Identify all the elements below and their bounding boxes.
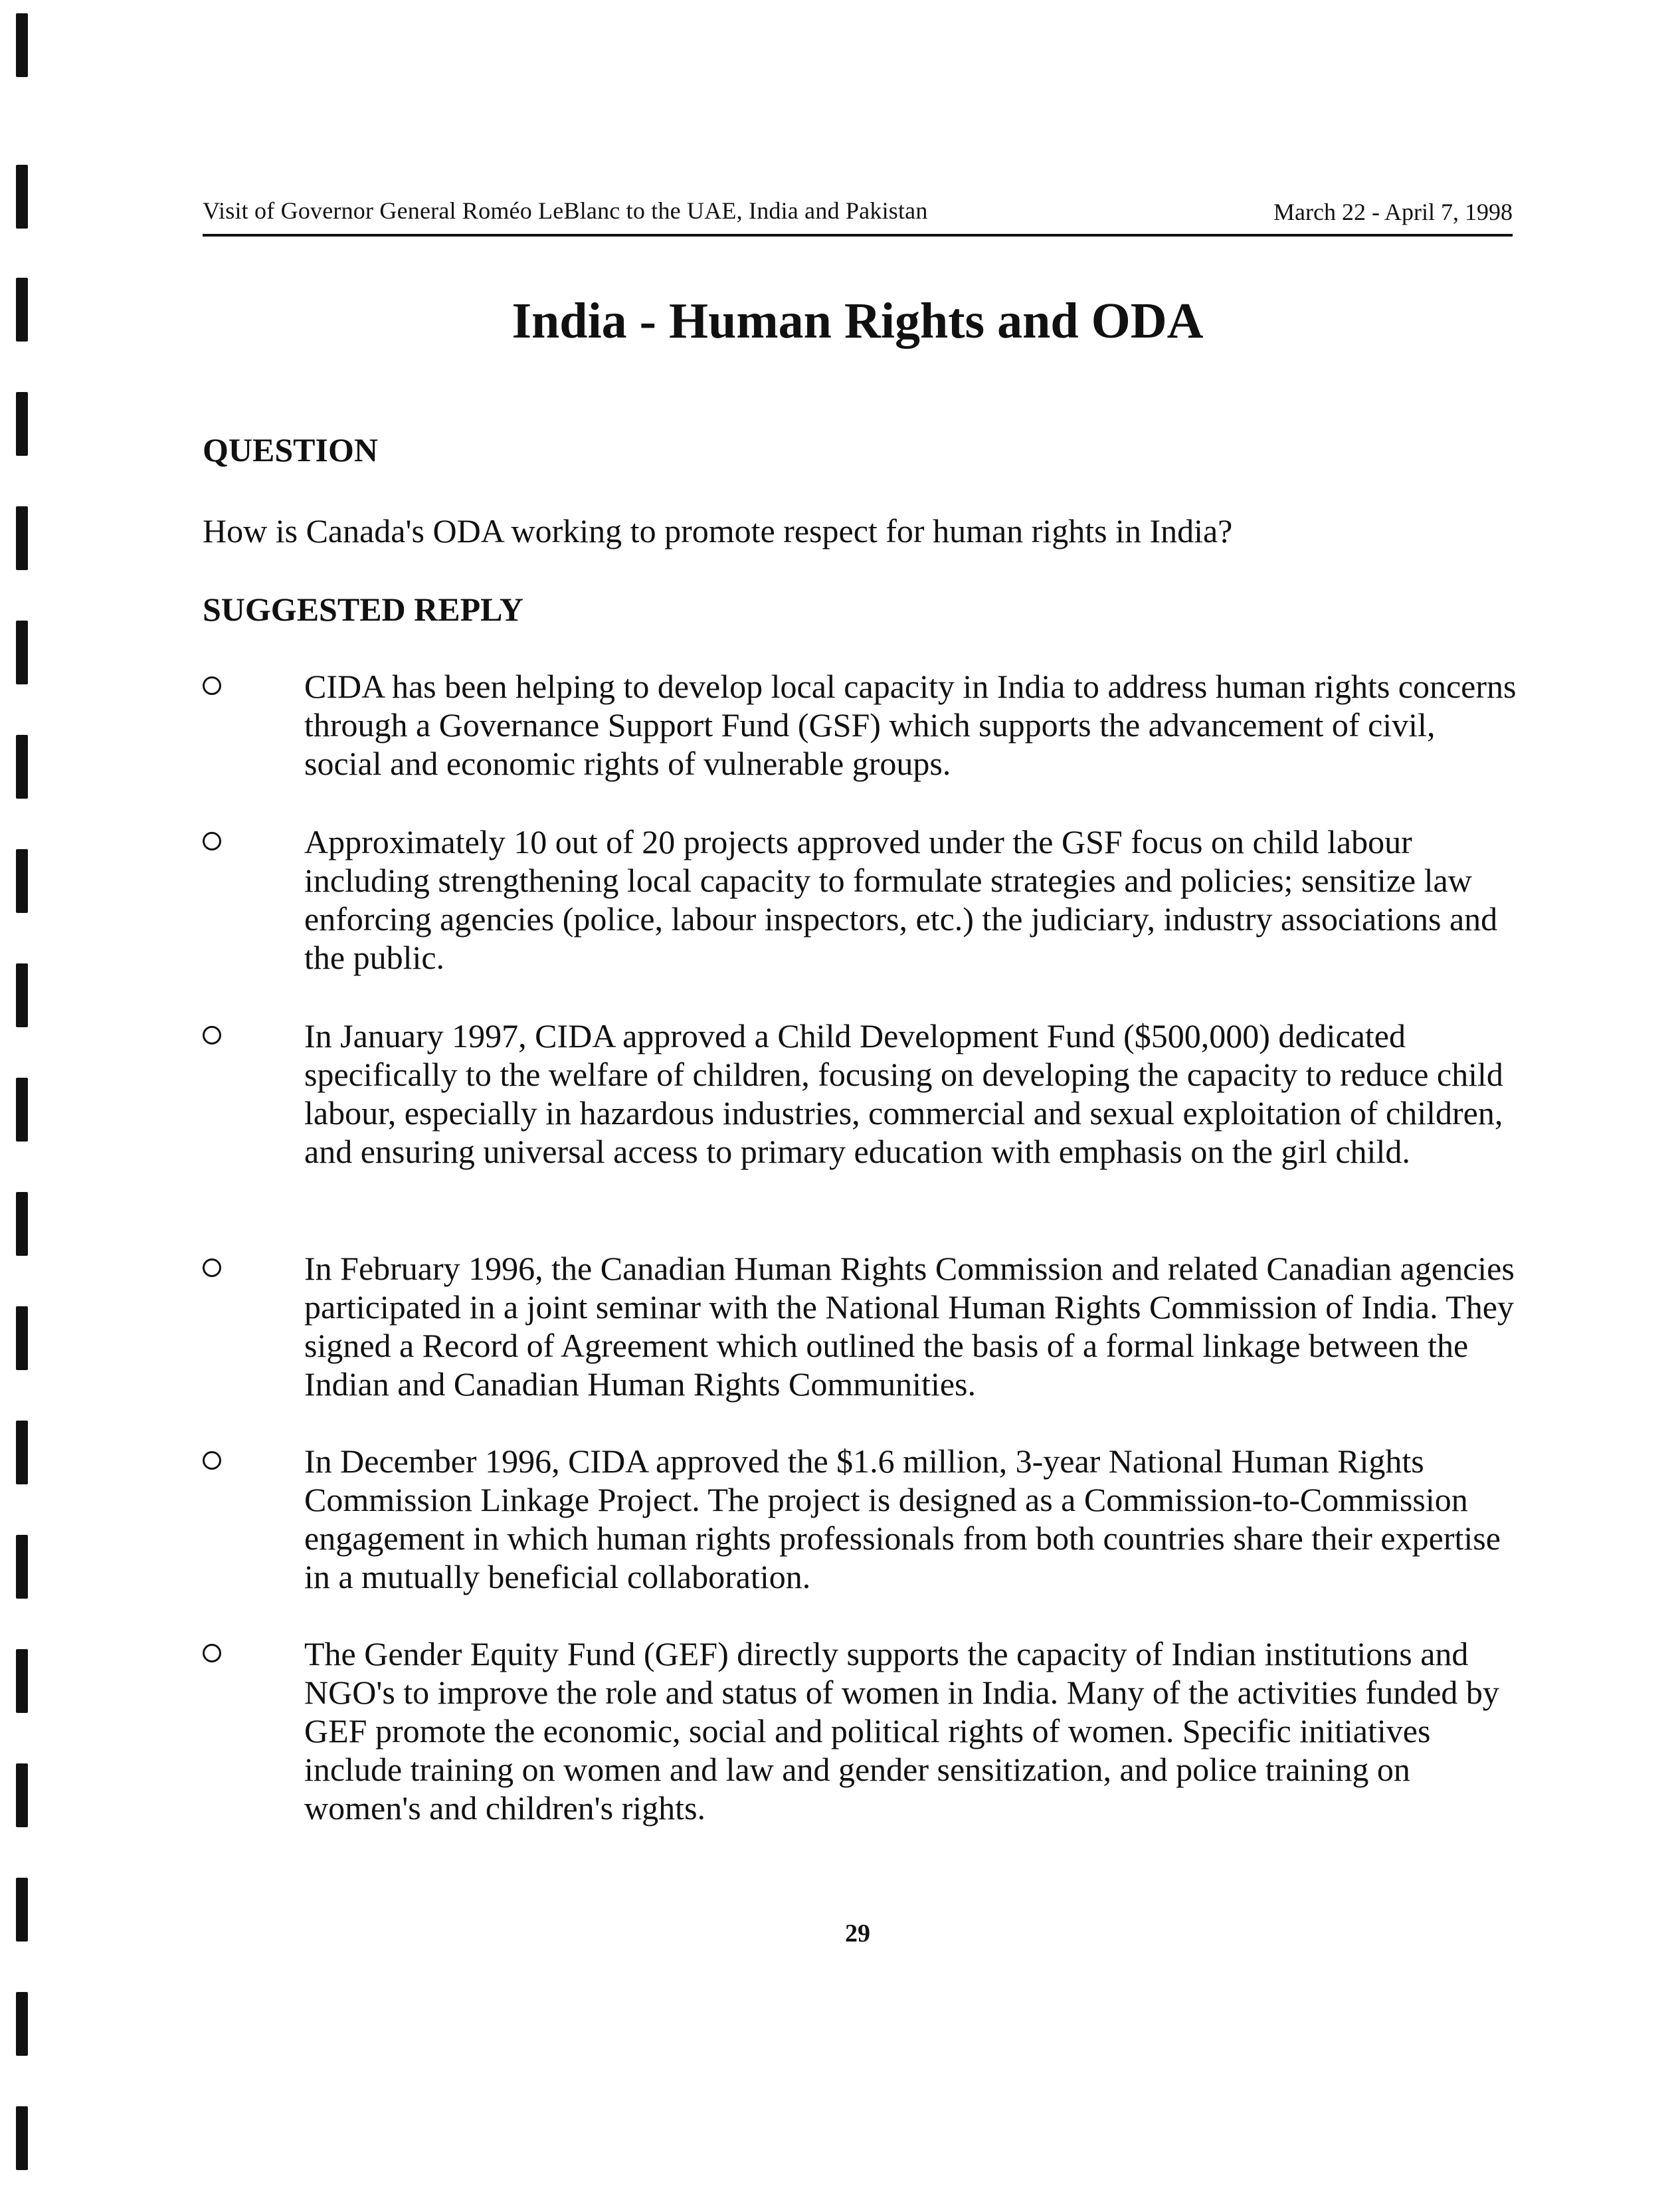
margin-bar <box>16 1763 28 1827</box>
margin-bar <box>16 392 28 456</box>
margin-bar <box>16 1078 28 1142</box>
hollow-circle-bullet-icon <box>203 1451 221 1470</box>
page-title: India - Human Rights and ODA <box>512 293 1204 349</box>
question-heading: QUESTION <box>203 431 378 468</box>
hollow-circle-bullet-icon <box>203 1258 221 1277</box>
bullet-text: In December 1996, CIDA approved the $1.6 million, 3-year National Human Rights Commission Linkage Project. The project is designed as a Commission-to-Commission engagement in which human rights professionals from both countries share their expertise in a mutually beneficial collaboration. <box>304 1443 1501 1595</box>
binder-margin <box>16 0 36 2190</box>
bullet-text: CIDA has been helping to develop local capacity in India to address human rights concerns through a Governance Support Fund (GSF) which supports the advancement of civil, social and economic rights of vulnerable groups. <box>304 668 1517 782</box>
header-date-range: March 22 - April 7, 1998 <box>1273 199 1513 225</box>
margin-bar <box>16 963 28 1027</box>
bullet-text: Approximately 10 out of 20 projects approved under the GSF focus on child labour including strengthening local capacity to formulate strategies and policies; sensitize law enforcing agencies (police, labour inspectors, etc.) the judiciary, industry associations and the public. <box>304 823 1498 976</box>
bullet-text: In January 1997, CIDA approved a Child Development Fund ($500,000) dedicated specifically to the welfare of children, focusing on developing the capacity to reduce child labour, especially in hazardous industries, commercial and sexual exploitation of children, and ensuring universal access to primary education with emphasis on the girl child. <box>304 1017 1503 1170</box>
hollow-circle-bullet-icon <box>203 1026 221 1045</box>
margin-bar <box>16 1192 28 1256</box>
question-text: How is Canada's ODA working to promote respect for human rights in India? <box>203 512 1233 549</box>
suggested-reply-heading: SUGGESTED REPLY <box>203 591 524 628</box>
page-number: 29 <box>845 1920 870 1947</box>
bullet-text: The Gender Equity Fund (GEF) directly supports the capacity of Indian institutions and NGO's to improve the role and status of women in India. Many of the activities funded by GEF promote the economic, social and political rights of women. Specific initiatives include training on women and law and gender sensitization, and police training on women's and children's rights. <box>304 1635 1499 1827</box>
margin-bar <box>16 1306 28 1370</box>
margin-bar <box>16 1535 28 1599</box>
margin-bar <box>16 2106 28 2170</box>
running-header <box>203 191 1513 237</box>
margin-bar <box>16 849 28 913</box>
margin-bar <box>16 506 28 570</box>
margin-bar <box>16 1992 28 2056</box>
hollow-circle-bullet-icon <box>203 832 221 850</box>
bullet-text: In February 1996, the Canadian Human Rights Commission and related Canadian agencies participated in a joint seminar with the National Human Rights Commission of India. They signed a Record of Agreement which outlined the basis of a formal linkage between the Indian and Canadian Human Rights Communities. <box>304 1250 1515 1403</box>
margin-bar <box>16 621 28 684</box>
header-visit-title: Visit of Governor General Roméo LeBlanc to the UAE, India and Pakistan <box>203 197 928 224</box>
margin-bar <box>16 1421 28 1484</box>
margin-bar <box>16 165 28 229</box>
hollow-circle-bullet-icon <box>203 1644 221 1662</box>
hollow-circle-bullet-icon <box>203 676 221 695</box>
margin-bar <box>16 13 28 77</box>
margin-bar <box>16 735 28 799</box>
margin-bar <box>16 1649 28 1713</box>
margin-bar <box>16 278 28 342</box>
margin-bar <box>16 1878 28 1941</box>
